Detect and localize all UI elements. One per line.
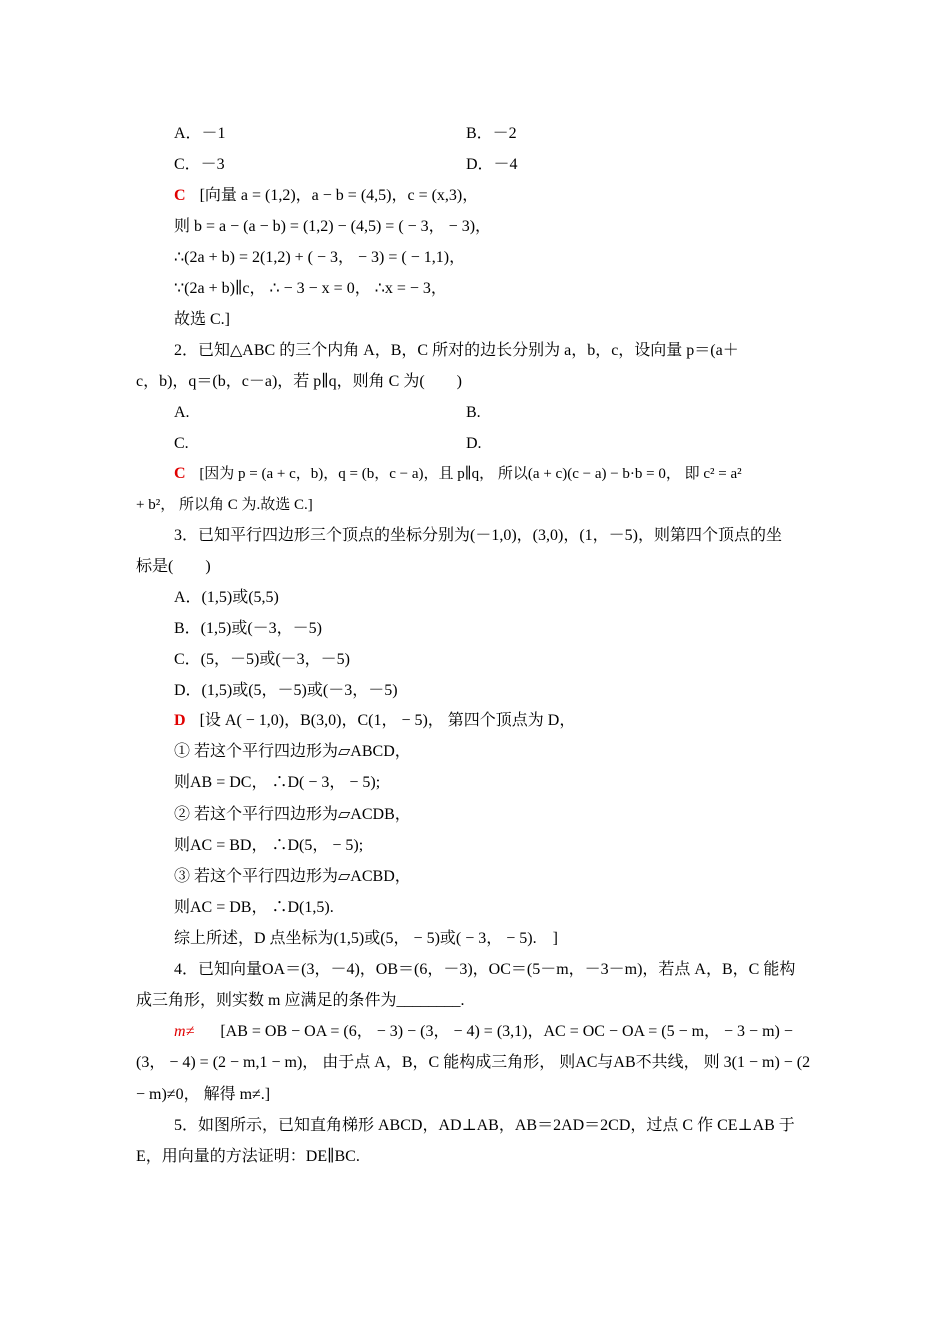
q3-solution-line-2: ① 若这个平行四边形为▱ABCD， [174,743,411,760]
q1-solution-line-4: ∵(2a + b)∥c， ∴ − 3 − x = 0， ∴x = − 3， [174,280,447,297]
q2-stem-line-2: c，b)，q＝(b，c－a)，若 p∥q，则角 C 为( ) [136,373,463,390]
q2-option-d: D. [466,435,482,452]
q1-option-b: B．－2 [466,125,517,142]
q3-solution-line-6: ③ 若这个平行四边形为▱ACBD， [174,868,411,885]
q4-solution-line-1 [174,1022,793,1042]
q2-option-a: A. [174,404,190,421]
q4-stem-line-2: 成三角形，则实数 m 应满足的条件为________. [136,992,465,1009]
q2-solution-line-1 [174,464,742,484]
q2-option-c: C. [174,435,189,452]
q2-solution-text-1: [因为 p = (a + c，b)，q = (b，c − a)，且 p∥q， 所以(a + c)(c − a) − b·b = 0， 即 c² = a² [199,466,742,482]
q5-stem-line-2: E，用向量的方法证明：DE∥BC. [136,1148,360,1165]
q3-solution-line-7: 则AC = DB， ∴D(1,5). [174,899,334,916]
q3-stem-line-2: 标是( ) [136,558,211,575]
q3-solution-line-5: 则AC = BD， ∴D(5， − 5); [174,837,364,854]
q1-answer-letter: C [174,187,186,204]
q3-option-b: B．(1,5)或(－3，－5) [174,620,322,637]
q3-stem-line-1: 3．已知平行四边形三个顶点的坐标分别为(－1,0)，(3,0)，(1，－5)，则第四个顶点的坐 [174,527,782,544]
q1-option-d: D．－4 [466,156,518,173]
q3-solution-line-3: 则AB = DC， ∴D( − 3， − 5); [174,774,381,791]
q4-answer: m≠ [174,1023,195,1040]
q3-option-d: D．(1,5)或(5，－5)或(－3，－5) [174,682,398,699]
q2-stem-line-1: 2．已知△ABC 的三个内角 A，B，C 所对的边长分别为 a，b，c，设向量 p＝(a＋ [174,342,739,359]
q1-solution-line-5: 故选 C.] [174,311,231,328]
q4-solution-line-2: (3， − 4) = (2 − m,1 − m)， 由于点 A，B，C 能构成三角形， 则AC与AB不共线， 则 3(1 − m) − (2 [136,1054,811,1071]
q3-solution-text-1: [设 A( − 1,0)，B(3,0)，C(1， − 5)， 第四个顶点为 D， [199,712,576,729]
q4-stem-line-1: 4．已知向量OA＝(3，－4)，OB＝(6，－3)，OC＝(5－m，－3－m)，若点 A，B，C 能构 [174,961,796,978]
q1-option-c: C．－3 [174,156,225,173]
q2-answer-letter: C [174,465,186,482]
q1-solution-line-1 [174,186,478,206]
q3-solution-line-4: ② 若这个平行四边形为▱ACDB， [174,806,411,823]
q1-solution-text-1: [向量 a = (1,2)，a − b = (4,5)，c = (x,3)， [199,187,479,204]
q3-solution-line-8: 综上所述，D 点坐标为(1,5)或(5， − 5)或( − 3， − 5). ] [174,930,558,947]
q1-solution-line-3: ∴(2a + b) = 2(1,2) + ( − 3， − 3) = ( − 1,1)， [174,249,466,266]
q1-solution-line-2: 则 b = a − (a − b) = (1,2) − (4,5) = ( − 3， − 3)， [174,218,492,235]
q3-option-a: A．(1,5)或(5,5) [174,589,279,606]
q4-solution-line-3: − m)≠0， 解得 m≠.] [136,1086,271,1103]
q3-answer-letter: D [174,712,186,729]
q1-option-a: A．－1 [174,125,226,142]
q2-solution-line-2: + b²， 所以角 C 为.故选 C.] [136,497,313,513]
q4-solution-text-1: [AB = OB − OA = (6， − 3) − (3， − 4) = (3,1)，AC = OC − OA = (5 − m， − 3 − m) − [220,1023,793,1040]
q5-stem-line-1: 5．如图所示，已知直角梯形 ABCD，AD⊥AB，AB＝2AD＝2CD，过点 C 作 CE⊥AB 于 [174,1117,795,1134]
q3-solution-line-1 [174,711,575,731]
q2-option-b: B. [466,404,481,421]
q3-option-c: C．(5，－5)或(－3，－5) [174,651,350,668]
